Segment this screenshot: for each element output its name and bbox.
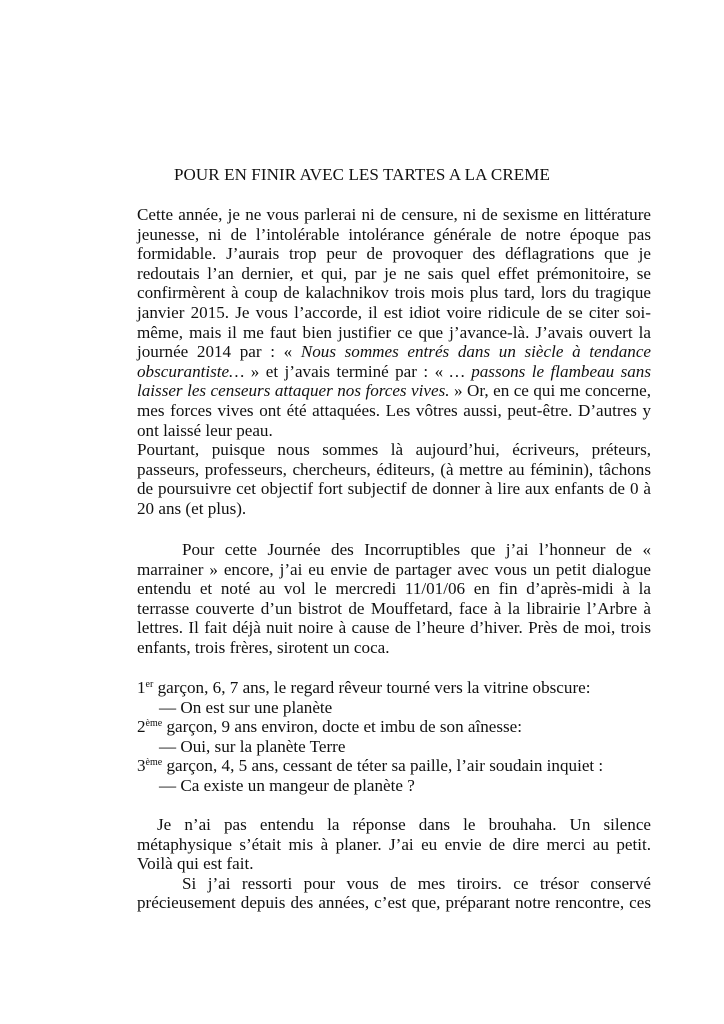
quote-2014-opening: Nous sommes entrés dans un siècle à tendance obscurantiste… bbox=[137, 342, 651, 381]
speaker-number: 1 bbox=[137, 678, 146, 697]
ordinal-suffix: er bbox=[145, 679, 154, 690]
quote-2014-closing: … passons le flambeau sans laisser les censeurs attaquer nos forces vives. bbox=[137, 361, 651, 401]
closing-section bbox=[137, 815, 651, 913]
paragraph-1-text-a: Cette année, je ne vous parlerai ni de censure, ni de sexisme en littérature jeunesse, ni de l’intolérable intolérance générale de notre époque pas formidable. J’aurais trop peur de provoquer des déflagrations que je redoutais l’an dernier, et qui, par je ne sais quel effet prémonitoire, se confirmèrent à coup de kalachnikov trois mois plus tard, lors du tragique janvier 2015. Je vous l’accorde, il est idiot voire ridicule de se citer soi-même, mais il me faut bien justifier ce que j’avance-là. J’avais ouvert la journée 2014 par : « bbox=[137, 205, 651, 362]
speaker-description: garçon, 9 ans environ, docte et imbu de son aînesse: bbox=[162, 717, 523, 737]
speaker-number: 3 bbox=[137, 756, 146, 776]
dialogue-line-2: — Oui, sur la planète Terre bbox=[159, 736, 346, 756]
page-title: POUR EN FINIR AVEC LES TARTES A LA CREME bbox=[174, 165, 550, 184]
ordinal-suffix: ème bbox=[145, 718, 163, 730]
paragraph-1-text-b: » et j’avais terminé par : « bbox=[244, 361, 450, 381]
paragraph-1 bbox=[137, 205, 651, 440]
anecdote-section bbox=[137, 540, 651, 658]
speaker-description: garçon, 6, 7 ans, le regard rêveur tourné vers la vitrine obscure: bbox=[153, 678, 591, 697]
paragraph-3: Pour cette Journée des Incorruptibles que j’ai l’honneur de « marrainer » encore, j’ai eu envie de partager avec vous un petit dialogue entendu et noté au vol le mercredi 11/01/06 en fin d’après-midi à la terrasse couverte d’un bistrot de Mouffetard, face à la librairie l’Arbre à lettres. Il fait déjà nuit noire à cause de l’heure d’hiver. Près de moi, trois enfants, trois frères, sirotent un coca. bbox=[137, 540, 651, 657]
dialogue-intro-1 bbox=[137, 678, 651, 698]
intro-section bbox=[137, 205, 651, 519]
dialogue-line-3: — Ca existe un mangeur de planète ? bbox=[159, 775, 415, 795]
ordinal-suffix: ème bbox=[145, 757, 163, 769]
paragraph-4: Je n’ai pas entendu la réponse dans le brouhaha. Un silence métaphysique s’était mis à planer. J’ai eu envie de dire merci au petit. Voilà qui est fait. bbox=[137, 815, 651, 874]
dialogue-intro-2 bbox=[137, 717, 651, 737]
paragraph-2: Pourtant, puisque nous sommes là aujourd’hui, écriveurs, préteurs, passeurs, professeurs, chercheurs, éditeurs, (à mettre au féminin), tâchons de poursuivre cet objectif fort subjectif de donner à lire aux enfants de 0 à 20 ans (et plus). bbox=[137, 440, 651, 518]
dialogue-section bbox=[137, 678, 651, 796]
dialogue-intro-3 bbox=[137, 756, 651, 776]
speaker-number: 2 bbox=[137, 717, 146, 737]
paragraph-5: Si j’ai ressorti pour vous de mes tiroirs. ce trésor conservé précieusement depuis des années, c’est que, préparant notre rencontre, ces bbox=[137, 873, 651, 913]
paragraph-1-text-c: » Or, en ce qui me concerne, mes forces vives ont été attaquées. Les vôtres aussi, peut-être. D’autres y ont laissé leur peau. bbox=[137, 381, 651, 440]
speaker-description: garçon, 4, 5 ans, cessant de téter sa paille, l’air soudain inquiet : bbox=[162, 756, 604, 776]
dialogue-line-1: — On est sur une planète bbox=[159, 697, 333, 717]
